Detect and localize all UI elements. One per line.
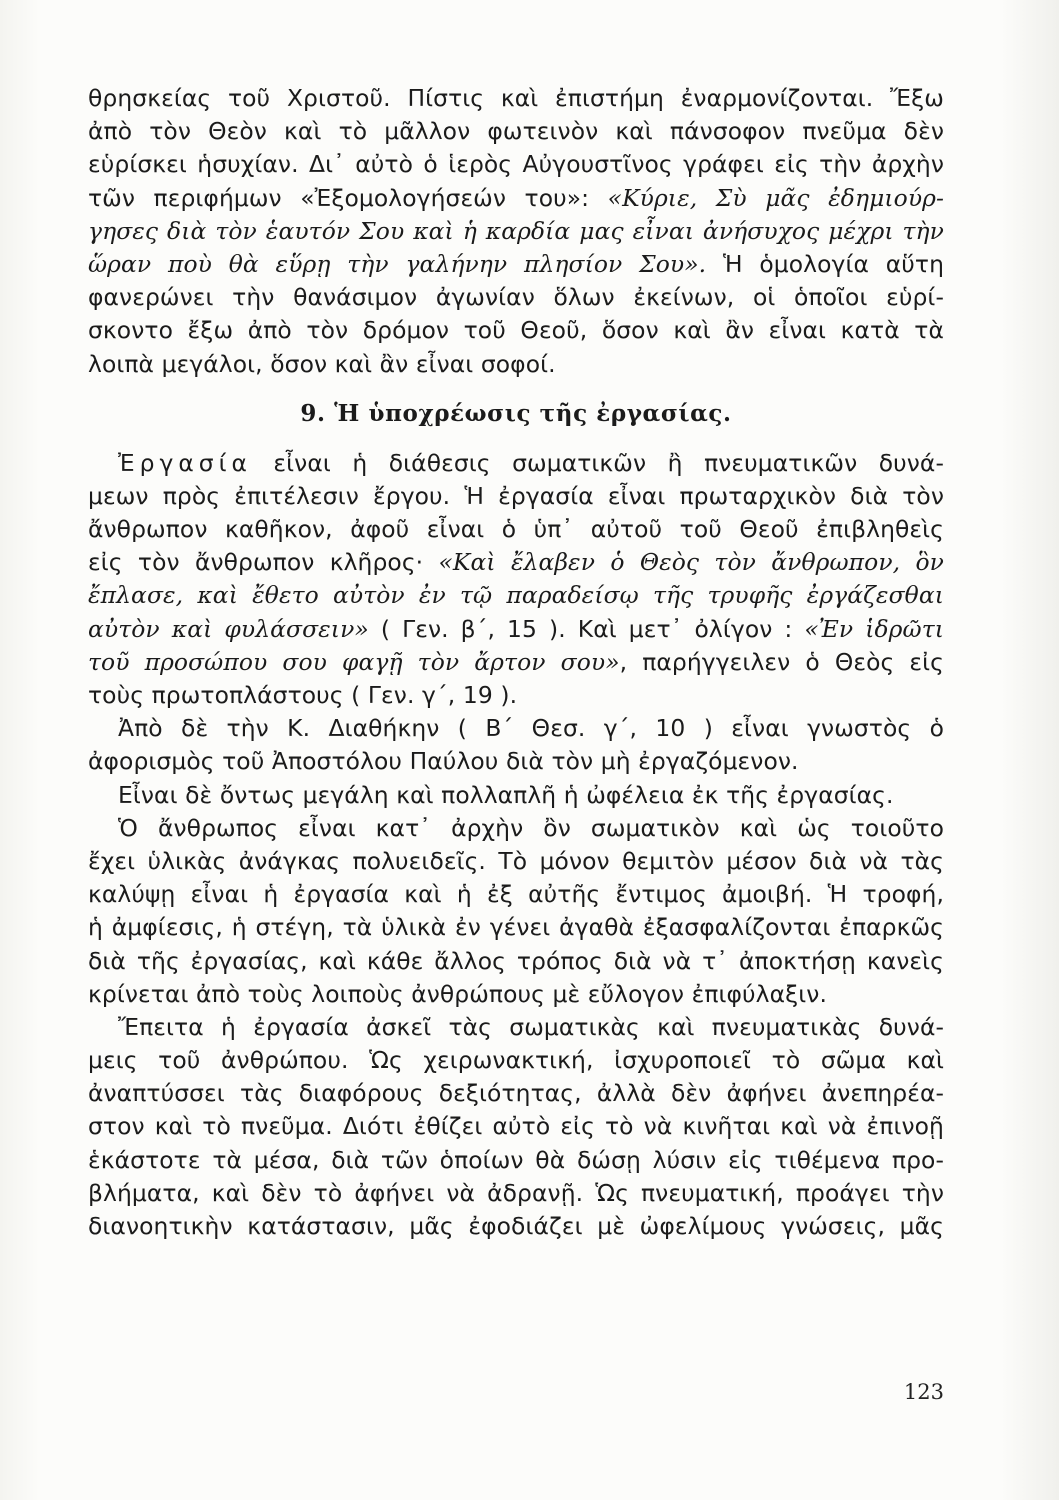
text-segment: εἶναι ἡ διάθεσις σωματικῶν ἢ πνευματικῶν δυνά-: [251, 448, 944, 477]
text-line: ἄνθρωπον καθῆκον, ἀφοῦ εἶναι ὁ ὑπ᾽ αὐτοῦ τοῦ Θεοῦ ἐπιβληθεὶς: [88, 515, 944, 544]
quotation-line: γησες διὰ τὸν ἑαυτόν Σου καὶ ἡ καρδία μας εἶναι ἀνήσυχος μέχρι τὴν: [88, 216, 944, 245]
quotation-segment: ὥραν ποὺ θὰ εὕρῃ τὴν γαλήνην πλησίον Σου».: [88, 249, 707, 278]
text-line: στον καὶ τὸ πνεῦμα. Διότι ἐθίζει αὐτὸ εἰς τὸ νὰ κινῆται καὶ νὰ ἐπινοῇ: [88, 1112, 944, 1141]
text-line: Ὁ ἄνθρωπος εἶναι κατ᾽ ἀρχὴν ὂν σωματικὸν καὶ ὡς τοιοῦτο: [118, 813, 944, 842]
text-line: θρησκείας τοῦ Χριστοῦ. Πίστις καὶ ἐπιστήμη ἐναρμονίζονται. Ἔξω: [88, 84, 944, 112]
quotation-segment: «Καὶ ἔλαβεν ὁ Θεὸς τὸν ἄνθρωπον, ὃν: [438, 548, 944, 577]
text-line: [88, 248, 944, 281]
text-line: ἀναπτύσσει τὰς διαφόρους δεξιότητας, ἀλλὰ δὲν ἀφήνει ἀνεπηρέα-: [88, 1079, 944, 1108]
text-line: [88, 546, 944, 579]
text-line: ἀπὸ τὸν Θεὸν καὶ τὸ μᾶλλον φωτεινὸν καὶ πάνσοφον πνεῦμα δὲν: [88, 117, 944, 146]
text-line: ἔχει ὑλικὰς ἀνάγκας πολυειδεῖς. Τὸ μόνον θεμιτὸν μέσον διὰ νὰ τὰς: [88, 846, 944, 875]
text-line: μεων πρὸς ἐπιτέλεσιν ἔργου. Ἡ ἐργασία εἶναι πρωταρχικὸν διὰ τὸν: [88, 481, 944, 510]
page-number: 123: [903, 1380, 944, 1404]
text-line: ἡ ἀμφίεσις, ἡ στέγη, τὰ ὑλικὰ ἐν γένει ἀγαθὰ ἐξασφαλίζονται ἐπαρκῶς: [88, 913, 944, 942]
text-line: λοιπὰ μεγάλοι, ὅσον καὶ ἂν εἶναι σοφοί.: [88, 349, 556, 378]
quotation-line: ἔπλασε, καὶ ἔθετο αὐτὸν ἐν τῷ παραδείσῳ τῆς τρυφῆς ἐργάζεσθαι: [88, 581, 944, 610]
quotation-segment: αὐτὸν καὶ φυλάσσειν»: [88, 614, 369, 643]
text-segment: τῶν περιφήμων «Ἐξομολογήσεών του»:: [88, 183, 608, 212]
text-line: [88, 646, 944, 679]
quotation-segment: «Κύριε, Σὺ μᾶς ἐδημιούρ-: [607, 183, 944, 212]
quotation-segment: «Ἐν ἱδρῶτι: [804, 614, 944, 643]
text-line: τοὺς πρωτοπλάστους ( Γεν. γ΄, 19 ).: [88, 681, 518, 709]
text-line: εὑρίσκει ἡσυχίαν. Δι᾽ αὐτὸ ὁ ἱερὸς Αὐγουστῖνος γράφει εἰς τὴν ἀρχὴν: [88, 150, 944, 179]
text-line: διὰ τῆς ἐργασίας, καὶ κάθε ἄλλος τρόπος διὰ νὰ τ᾽ ἀποκτήσῃ κανεὶς: [88, 946, 944, 975]
text-line: Ἀπὸ δὲ τὴν Κ. Διαθήκην ( Β΄ Θεσ. γ΄, 10 ) εἶναι γνωστὸς ὁ: [118, 714, 944, 743]
text-line: μεις τοῦ ἀνθρώπου. Ὡς χειρωνακτική, ἰσχυροποιεῖ τὸ σῶμα καὶ: [88, 1046, 944, 1075]
text-line: κρίνεται ἀπὸ τοὺς λοιποὺς ἀνθρώπους μὲ εὔλογον ἐπιφύλαξιν.: [88, 979, 827, 1008]
text-line: [88, 182, 944, 215]
text-line: Εἶναι δὲ ὄντως μεγάλη καὶ πολλαπλῆ ἡ ὠφέλεια ἐκ τῆς ἐργασίας.: [118, 780, 894, 809]
text-segment: εἰς τὸν ἄνθρωπον κλῆρος·: [88, 548, 439, 577]
text-segment: , παρήγγειλεν ὁ Θεὸς εἰς: [619, 647, 944, 676]
text-segment: Ἡ ὁμολογία αὕτη: [706, 249, 944, 278]
text-line: καλύψῃ εἶναι ἡ ἐργασία καὶ ἡ ἐξ αὐτῆς ἔντιμος ἀμοιβή. Ἡ τροφή,: [88, 880, 944, 909]
text-line: διανοητικὴν κατάστασιν, μᾶς ἐφοδιάζει μὲ ὠφελίμους γνώσεις, μᾶς: [88, 1212, 944, 1240]
section-heading: 9. Ἡ ὑποχρέωσις τῆς ἐργασίας.: [300, 399, 732, 427]
text-line: φανερώνει τὴν θανάσιμον ἀγωνίαν ὅλων ἐκείνων, οἱ ὁποῖοι εὑρί-: [88, 283, 944, 312]
quotation-segment: τοῦ προσώπου σου φαγῇ τὸν ἄρτον σου»: [88, 647, 620, 676]
page-body-text: [88, 82, 944, 1243]
spaced-term: Ἐργασία: [118, 448, 252, 477]
text-line: ἑκάστοτε τὰ μέσα, διὰ τῶν ὁποίων θὰ δώσῃ λύσιν εἰς τιθέμενα προ-: [88, 1145, 944, 1174]
text-segment: ( Γεν. β΄, 15 ). Καὶ μετ᾽ ὀλίγον :: [368, 614, 805, 643]
text-line: Ἔπειτα ἡ ἐργασία ἀσκεῖ τὰς σωματικὰς καὶ πνευματικὰς δυνά-: [118, 1012, 944, 1041]
text-line: σκοντο ἔξω ἀπὸ τὸν δρόμον τοῦ Θεοῦ, ὅσον καὶ ἂν εἶναι κατὰ τὰ: [88, 316, 944, 345]
text-line: [88, 447, 944, 480]
text-line: βλήματα, καὶ δὲν τὸ ἀφήνει νὰ ἀδρανῇ. Ὡς πνευματική, προάγει τὴν: [88, 1178, 944, 1207]
text-line: ἀφορισμὸς τοῦ Ἀποστόλου Παύλου διὰ τὸν μὴ ἐργαζόμενον.: [88, 747, 799, 776]
text-line: [88, 613, 944, 646]
